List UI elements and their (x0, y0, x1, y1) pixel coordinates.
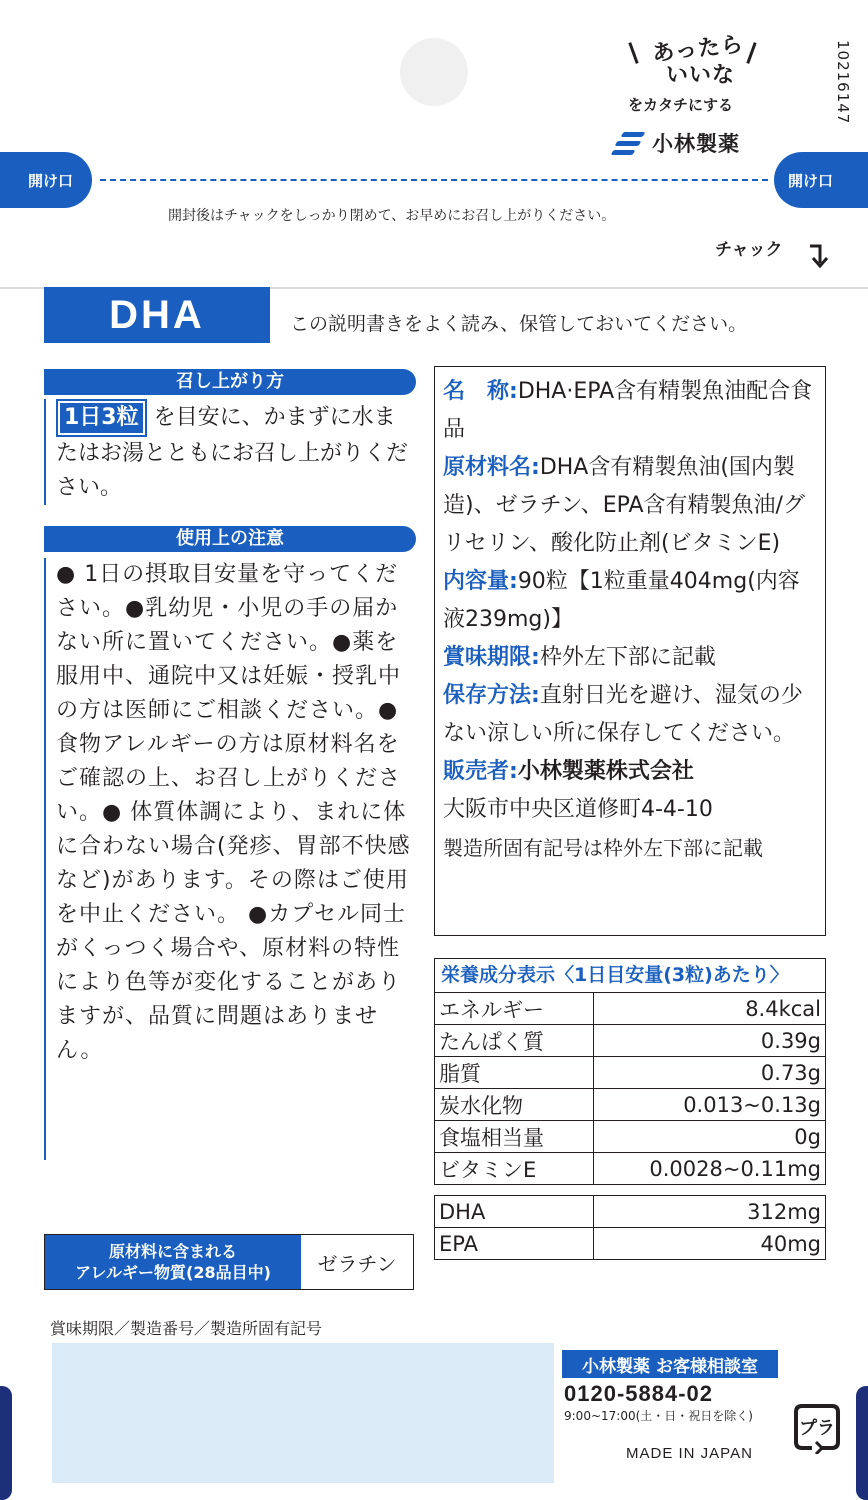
recycle-pla-icon (792, 1400, 842, 1454)
dose-badge: 1日3粒 (56, 399, 147, 437)
allergy-label: 原材料に含まれる アレルギー物質(28品目中) (45, 1235, 301, 1289)
expiry-label: 賞味期限／製造番号／製造所固有記号 (50, 1319, 323, 1338)
slogan-line-2: いいな (666, 63, 736, 88)
nutrition-table (434, 958, 826, 1185)
nutrient-name: ビタミンE (435, 1153, 594, 1185)
contact-hours: 9:00~17:00(土・日・祝日を除く) (564, 1409, 753, 1423)
product-code: 10216147 (834, 40, 852, 125)
nutrient-value: 40mg (594, 1228, 826, 1260)
nutrient-value: 0.73g (594, 1057, 826, 1089)
nutrient-name: EPA (435, 1228, 594, 1260)
nutrition-head: 栄養成分表示〈1日目安量(3粒)あたり〉 (434, 958, 826, 992)
nutrition-row (435, 1121, 826, 1153)
package-edge-right (856, 1386, 868, 1500)
zipper-label: チャック (715, 240, 783, 260)
nutrient-name: 脂質 (435, 1057, 594, 1089)
brand-logo (612, 128, 740, 158)
allergy-value: ゼラチン (317, 1251, 397, 1276)
info-factory: 製造所固有記号は枠外左下部に記載 (443, 836, 763, 860)
nutrition-row (435, 1228, 826, 1260)
howto-head: 召し上がり方 (44, 369, 416, 395)
info-storage: 保存方法:直射日光を避け、湿気の少ない涼しい所に保存してください。 (443, 683, 803, 746)
nutrient-value: 0.0028~0.11mg (594, 1153, 826, 1185)
nutrient-name: 食塩相当量 (435, 1121, 594, 1153)
tear-line[interactable] (100, 179, 768, 181)
info-raw: 原材料名:DHA含有精製魚油(国内製造)、ゼラチン、EPA含有精製魚油/グリセリン、酸化防止剤(ビタミンE) (443, 455, 805, 556)
keep-notice: この説明書きをよく読み、保管しておいてください。 (290, 313, 748, 335)
pla-label: プラ (799, 1418, 835, 1439)
nutrition-row (435, 1089, 826, 1121)
howto-section (44, 369, 416, 505)
brand-name: 小林製薬 (652, 132, 740, 156)
nutrient-name: たんぱく質 (435, 1025, 594, 1057)
caution-body: ● 1日の摂取目安量を守ってください。●乳幼児・小児の手の届かない所に置いてください。●薬を服用中、通院中又は妊娠・授乳中の方は医師にご相談ください。●食物アレルギーの方は原材料名をご確認の上、お召し上がりください。● 体質体調により、まれに体に合わない場合(発疹、胃部不快感など)があります。その際はご使用を中止ください。 ●カプセル同士がくっつく場合や、原材料の特性により色等が変化することがありますが、品質に問題はありません。 (44, 558, 416, 1160)
allergy-box (44, 1234, 414, 1290)
product-info (434, 366, 826, 936)
nutrition-row (435, 1196, 826, 1228)
kobayashi-logo-icon (612, 130, 646, 156)
made-in: MADE IN JAPAN (626, 1445, 753, 1462)
nutrient-value: 8.4kcal (594, 993, 826, 1025)
info-address: 大阪市中央区道修町4-4-10 (443, 797, 713, 822)
nutrient-name: エネルギー (435, 993, 594, 1025)
howto-body (44, 399, 416, 505)
nutrient-value: 0g (594, 1121, 826, 1153)
brand-slogan (622, 28, 762, 118)
omega3-table (434, 1195, 826, 1260)
open-tab-left[interactable]: 開け口 (0, 152, 92, 208)
caution-head: 使用上の注意 (44, 526, 416, 552)
lot-print-area (52, 1343, 554, 1483)
contact-tel[interactable]: 0120-5884-02 (564, 1381, 714, 1406)
info-seller: 販売者:小林製薬株式会社 (443, 759, 694, 784)
nutrient-value: 312mg (594, 1196, 826, 1228)
nutrient-value: 0.013~0.13g (594, 1089, 826, 1121)
product-title: DHA (44, 287, 270, 343)
hang-hole (400, 38, 468, 106)
package-edge-left (0, 1386, 12, 1500)
open-tab-right[interactable]: 開け口 (774, 152, 868, 208)
info-content: 内容量:90粒【1粒重量404mg(内容液239mg)】 (443, 569, 800, 632)
nutrient-value: 0.39g (594, 1025, 826, 1057)
arrow-down-icon (808, 243, 828, 269)
nutrition-row (435, 993, 826, 1025)
howto-text: を目安に、かまずに水またはお湯とともにお召し上がりください。 (56, 405, 409, 500)
slogan-line-1: あったら (651, 32, 746, 67)
nutrition-row (435, 1153, 826, 1185)
nutrition-row (435, 1057, 826, 1089)
nutrient-name: DHA (435, 1196, 594, 1228)
info-name: 名 称:DHA·EPA含有精製魚油配合食品 (443, 379, 813, 442)
info-expiry: 賞味期限:枠外左下部に記載 (443, 645, 716, 670)
nutrition-row (435, 1025, 826, 1057)
slogan-line-3: をカタチにする (628, 96, 734, 114)
open-notice: 開封後はチャックをしっかり閉めて、お早めにお召し上がりください。 (168, 208, 616, 224)
nutrient-name: 炭水化物 (435, 1089, 594, 1121)
caution-section (44, 526, 416, 1160)
contact-name: 小林製薬 お客様相談室 (562, 1350, 778, 1378)
